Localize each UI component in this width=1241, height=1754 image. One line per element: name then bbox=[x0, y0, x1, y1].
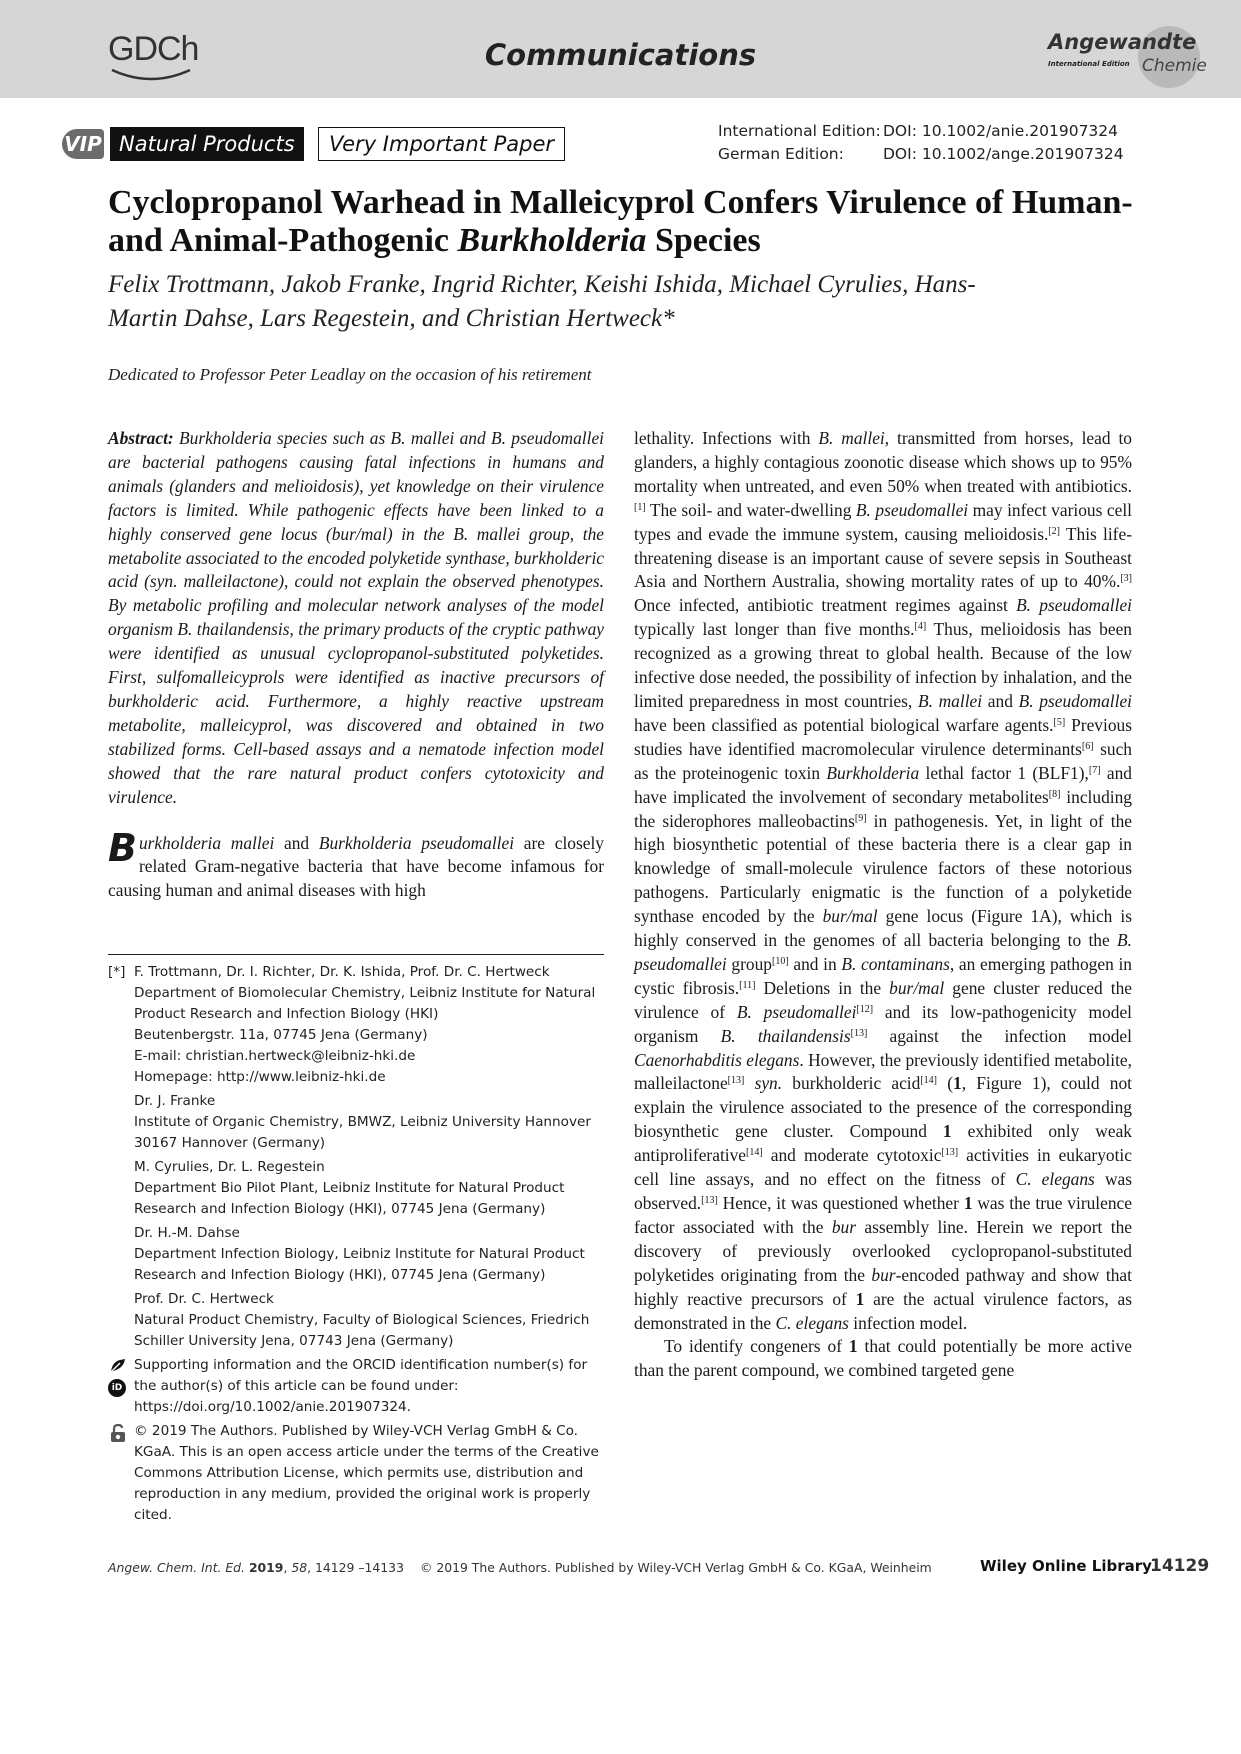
affiliation-names: Dr. H.-M. Dahse bbox=[134, 1225, 240, 1241]
title-line-1: Cyclopropanol Warhead in Malleicyprol Confers Virulence of Human- bbox=[108, 184, 1133, 221]
body-text: B. mallei bbox=[917, 690, 983, 711]
citation-ref[interactable]: [4] bbox=[914, 621, 927, 633]
citation-ref[interactable]: [8] bbox=[1048, 788, 1061, 800]
body-text: and have implicated the involvement of secondary metabolites bbox=[634, 762, 1133, 807]
footer-copyright: © 2019 The Authors. Published by Wiley-VCH Verlag GmbH & Co. KGaA, Weinheim bbox=[420, 1560, 932, 1575]
body-text: was observed. bbox=[634, 1169, 1132, 1213]
body-text: . However, the previously identified metabolite, malleilactone bbox=[634, 1049, 1132, 1094]
body-text: bur/mal bbox=[889, 977, 945, 998]
journal-logo bbox=[1030, 24, 1210, 84]
body-paragraph bbox=[634, 427, 1132, 1335]
body-text: This life-threatening disease is an important cause of severe sepsis in Southeast Asia and Northern Australia, showing mortality rates of up to 40%. bbox=[634, 523, 1132, 592]
citation-info bbox=[108, 1560, 404, 1575]
category-badge: Natural Products bbox=[110, 127, 304, 161]
body-text: B. pseudomallei bbox=[736, 1001, 857, 1022]
body-text: To identify congeners of bbox=[664, 1336, 849, 1357]
body-text: that could potentially be more active than the parent compound, we combined targeted gene bbox=[634, 1336, 1132, 1381]
compound-number: 1 bbox=[963, 1193, 973, 1213]
intro-text: and bbox=[274, 832, 319, 853]
body-paragraph bbox=[634, 1335, 1132, 1383]
supporting-info-note bbox=[108, 1355, 608, 1418]
citation-ref[interactable]: [13] bbox=[701, 1195, 718, 1206]
dedication: Dedicated to Professor Peter Leadlay on the occasion of his retirement bbox=[108, 365, 592, 384]
article-title bbox=[108, 184, 1138, 260]
page-number: 14129 bbox=[1150, 1556, 1210, 1576]
doi-label: International Edition: bbox=[718, 122, 881, 140]
compound-number: 1 bbox=[855, 1288, 865, 1309]
citation-ref[interactable]: [13] bbox=[727, 1075, 745, 1087]
citation-ref[interactable]: [2] bbox=[1048, 525, 1061, 537]
intro-text: are closely related Gram-negative bacteria that have become infamous for causing human and animal diseases with high bbox=[108, 832, 604, 901]
body-text: bur bbox=[871, 1264, 896, 1285]
license-note bbox=[108, 1421, 608, 1526]
citation-ref[interactable]: [7] bbox=[1088, 764, 1101, 776]
compound-number: 1 bbox=[942, 1121, 952, 1142]
body-text: lethal factor 1 (BLF1), bbox=[919, 762, 1089, 783]
citation-ref[interactable]: [14] bbox=[920, 1075, 938, 1087]
affiliation-line: Department Infection Biology, Leibniz Institute for Natural Product Research and Infection Biology (HKI), 07745 Jena (Germany) bbox=[134, 1246, 585, 1283]
gdch-logo-text: GDCh bbox=[108, 30, 199, 68]
body-text: including the siderophores malleobactins bbox=[634, 786, 1132, 831]
doi-row-international bbox=[718, 120, 1124, 143]
body-text: and in bbox=[788, 953, 842, 974]
affiliation-names: Dr. J. Franke bbox=[134, 1093, 216, 1109]
body-text: typically last longer than five months. bbox=[634, 619, 915, 640]
email-link[interactable]: E-mail: christian.hertweck@leibniz-hki.de bbox=[134, 1048, 416, 1064]
compound-number: 1 bbox=[848, 1336, 858, 1357]
citation-ref[interactable]: [9] bbox=[854, 812, 867, 824]
body-text: ( bbox=[937, 1073, 954, 1094]
homepage-link[interactable]: Homepage: http://www.leibniz-hki.de bbox=[134, 1069, 386, 1085]
section-label: Communications bbox=[484, 38, 757, 72]
body-text: exhibited only weak antiproliferative bbox=[634, 1121, 1132, 1166]
affiliation-block bbox=[108, 1091, 608, 1154]
journal-logo-name: Angewandte bbox=[1048, 30, 1197, 54]
body-text: C. elegans bbox=[775, 1312, 849, 1333]
journal-header bbox=[0, 0, 1241, 98]
citation-ref[interactable]: [1] bbox=[634, 501, 646, 513]
citation-ref[interactable]: [6] bbox=[1081, 740, 1094, 752]
title-line-2a: and Animal-Pathogenic bbox=[108, 222, 458, 259]
affiliation-names: M. Cyrulies, Dr. L. Regestein bbox=[134, 1159, 325, 1175]
body-text: B. thailandensis bbox=[720, 1025, 851, 1046]
body-text: Burkholderia bbox=[826, 762, 920, 783]
body-text: in pathogenesis. Yet, in light of the high biosynthetic potential of these bacteria there is a clear gap in knowledge of small-molecule virulence factors of these notorious pathogens. Particularly enigmatic is the function of a polyketide synthase encoded by the bbox=[634, 810, 1133, 927]
body-text: assembly line. Herein we report the discovery of previously overlooked cyclopropanol-substituted polyketides originating from the bbox=[634, 1216, 1132, 1285]
intro-text: urkholderia mallei bbox=[138, 832, 275, 853]
body-text: burkholderic acid bbox=[782, 1073, 921, 1094]
journal-logo-sub: Chemie bbox=[1142, 56, 1207, 76]
intro-text: Burkholderia pseudomallei bbox=[318, 832, 515, 853]
body-text: B. pseudomallei bbox=[855, 499, 969, 520]
affiliation-block bbox=[108, 1157, 608, 1220]
affiliation-line: Department Bio Pilot Plant, Leibniz Institute for Natural Product Research and Infection Biology (HKI), 07745 Jena (Germany) bbox=[134, 1180, 565, 1217]
body-text: The soil- and water-dwelling bbox=[645, 499, 856, 520]
wiley-online-library-link[interactable]: Wiley Online Library bbox=[980, 1557, 1152, 1575]
body-text: against the infection model bbox=[867, 1025, 1132, 1046]
affiliation-names: F. Trottmann, Dr. I. Richter, Dr. K. Ishida, Prof. Dr. C. Hertweck bbox=[134, 964, 550, 980]
authors-line-1: Felix Trottmann, Jakob Franke, Ingrid Richter, Keishi Ishida, Michael Cyrulies, Hans- bbox=[108, 271, 976, 298]
doi-link[interactable]: DOI: 10.1002/ange.201907324 bbox=[883, 145, 1124, 163]
authors-line-2: Martin Dahse, Lars Regestein, and Christian Hertweck* bbox=[108, 305, 675, 332]
vip-label: Very Important Paper bbox=[318, 127, 565, 161]
journal-logo-edition: International Edition bbox=[1048, 60, 1130, 68]
body-text: Thus, melioidosis has been recognized as a growing threat to global health. Because of the low infective dose needed, the possibility of infection by inhalation, and the limited preparedness in most countries, bbox=[634, 619, 1132, 711]
body-text: B. pseudomallei bbox=[634, 930, 1132, 974]
title-line-2b: Species bbox=[646, 222, 761, 259]
abstract-label: Abstract: bbox=[108, 428, 174, 448]
compound-number: 1 bbox=[953, 1073, 962, 1094]
dropcap: B bbox=[108, 825, 137, 870]
body-text: group bbox=[726, 953, 772, 974]
body-text: B. pseudomallei bbox=[1018, 690, 1132, 711]
body-text: B. contaminans bbox=[841, 953, 950, 974]
body-text: activities in eukaryotic cell line assays, and no effect on the fitness of bbox=[634, 1145, 1132, 1190]
supporting-info-text[interactable]: Supporting information and the ORCID identification number(s) for the author(s) of this article can be found under: https://doi.org/10.1002/anie.201907324. bbox=[134, 1357, 588, 1415]
doi-row-german bbox=[718, 143, 1124, 166]
supporting-info-icon bbox=[108, 1356, 128, 1376]
affiliation-names: Prof. Dr. C. Hertweck bbox=[134, 1291, 274, 1307]
intro-paragraph bbox=[108, 825, 604, 904]
body-text: gene cluster reduced the virulence of bbox=[634, 977, 1132, 1022]
left-column bbox=[108, 427, 604, 903]
footnote-divider bbox=[108, 954, 604, 955]
body-text: Hence, it was questioned whether bbox=[717, 1193, 964, 1213]
doi-link[interactable]: DOI: 10.1002/anie.201907324 bbox=[883, 122, 1119, 140]
page-footer bbox=[108, 1556, 1210, 1580]
cite-pages: , 14129 –14133 bbox=[307, 1560, 404, 1575]
body-text bbox=[744, 1073, 754, 1093]
body-text: bur bbox=[831, 1216, 856, 1237]
footnotes bbox=[108, 962, 608, 1529]
citation-ref[interactable]: [14] bbox=[746, 1147, 763, 1159]
citation-ref[interactable]: [12] bbox=[856, 1003, 874, 1015]
vip-icon: VIP bbox=[62, 129, 104, 159]
body-text: gene locus (Figure 1A), which is highly conserved in the genomes of all bacteria belonging to the bbox=[634, 906, 1133, 951]
body-text: infection model. bbox=[848, 1312, 968, 1333]
body-text: and moderate cytotoxic bbox=[762, 1145, 942, 1166]
author-list bbox=[108, 268, 1108, 336]
body-text: and its low-pathogenicity model organism bbox=[634, 1001, 1132, 1046]
body-text: Once infected, antibiotic treatment regimes against bbox=[634, 595, 1017, 616]
body-text: are the actual virulence factors, as demonstrated in the bbox=[634, 1288, 1133, 1333]
affiliation-line: Natural Product Chemistry, Faculty of Biological Sciences, Friedrich Schiller University Jena, 07743 Jena (Germany) bbox=[134, 1312, 590, 1349]
abstract bbox=[108, 427, 604, 810]
affiliation-block bbox=[108, 1289, 608, 1352]
footnote-mark: [*] bbox=[108, 964, 126, 980]
citation-ref[interactable]: [11] bbox=[739, 979, 756, 991]
citation-ref[interactable]: [13] bbox=[941, 1147, 959, 1159]
affiliation-line: Department of Biomolecular Chemistry, Leibniz Institute for Natural Product Research and Infection Biology (HKI) bbox=[134, 985, 596, 1022]
right-column bbox=[634, 427, 1132, 1383]
affiliation-block bbox=[108, 1223, 608, 1286]
citation-ref[interactable]: [3] bbox=[1120, 573, 1132, 585]
citation-ref[interactable]: [5] bbox=[1053, 716, 1066, 728]
cite-journal: Angew. Chem. Int. Ed. bbox=[108, 1560, 249, 1575]
body-text: such as the proteinogenic toxin bbox=[634, 738, 1132, 783]
cite-sep: , bbox=[283, 1560, 292, 1575]
citation-ref[interactable]: [13] bbox=[850, 1027, 868, 1039]
body-text: and bbox=[982, 690, 1019, 711]
body-text: lethality. Infections with bbox=[634, 428, 819, 448]
affiliation-block bbox=[108, 962, 608, 1088]
body-text: have been classified as potential biological warfare agents. bbox=[634, 714, 1054, 735]
body-text: , an emerging pathogen in cystic fibrosis. bbox=[634, 953, 1132, 998]
body-text: , Figure 1), could not explain the virulence associated to the presence of the corresponding biosynthetic gene cluster. Compound bbox=[634, 1073, 1133, 1142]
cite-volume: 58 bbox=[291, 1560, 308, 1575]
body-text: bur/mal bbox=[822, 906, 878, 927]
cite-year: 2019 bbox=[248, 1560, 284, 1575]
body-text: , transmitted from horses, lead to glanders, a highly contagious zoonotic disease which shows up to 95% mortality when untreated, and even 50% when treated with antibiotics. bbox=[634, 428, 1132, 496]
body-text: Deletions in the bbox=[755, 977, 890, 998]
body-text: -encoded pathway and show that highly reactive precursors of bbox=[634, 1264, 1132, 1309]
orcid-icon: iD bbox=[108, 1379, 126, 1397]
affiliation-line: Institute of Organic Chemistry, BMWZ, Leibniz University Hannover 30167 Hannover (Germany) bbox=[134, 1114, 591, 1151]
body-text: B. mallei bbox=[818, 428, 885, 448]
affiliation-line: Beutenbergstr. 11a, 07745 Jena (Germany) bbox=[134, 1027, 428, 1043]
body-text: Previous studies have identified macromolecular virulence determinants bbox=[634, 714, 1132, 759]
abstract-text: Burkholderia species such as B. mallei and B. pseudomallei are bacterial pathogens causing fatal infections in humans and animals (glanders and melioidosis), yet knowledge on their virulence factors is limited. While pathogenic effects have been linked to a highly conserved gene locus (bur/mal) in the B. mallei group, the metabolite associated to the encoded polyketide synthase, burkholderic acid (syn. malleilactone), could not explain the observed phenotypes. By metabolic profiling and molecular network analyses of the model organism B. thailandensis, the primary products of the cryptic pathway were identified as unusual cyclopropanol-substituted polyketides. First, sulfomalleicyprols were identified as inactive precursors of burkholderic acid. Furthermore, a highly reactive upstream metabolite, malleicyprol, was discovered and obtained in two stabilized forms. Cell-based assays and a nematode infection model showed that the rare natural product confers cytotoxicity and virulence. bbox=[108, 428, 604, 807]
title-genus: Burkholderia bbox=[457, 222, 647, 259]
body-text: was the true virulence factor associated with the bbox=[634, 1193, 1132, 1237]
license-text: © 2019 The Authors. Published by Wiley-VCH Verlag GmbH & Co. KGaA. This is an open access article under the terms of the Creative Commons Attribution License, which permits use, distribution and reproduction in any medium, provided the original work is properly cited. bbox=[134, 1423, 599, 1523]
body-text: may infect various cell types and evade the immune system, causing melioidosis. bbox=[634, 499, 1132, 544]
body-text: B. pseudomallei bbox=[1016, 595, 1132, 616]
body-text: syn. bbox=[754, 1073, 783, 1094]
doi-label: German Edition: bbox=[718, 145, 844, 163]
body-text: C. elegans bbox=[1015, 1169, 1095, 1190]
citation-ref[interactable]: [10] bbox=[772, 955, 789, 967]
body-text: Caenorhabditis elegans bbox=[634, 1049, 800, 1070]
open-access-icon bbox=[108, 1423, 128, 1443]
doi-block bbox=[718, 120, 1124, 166]
